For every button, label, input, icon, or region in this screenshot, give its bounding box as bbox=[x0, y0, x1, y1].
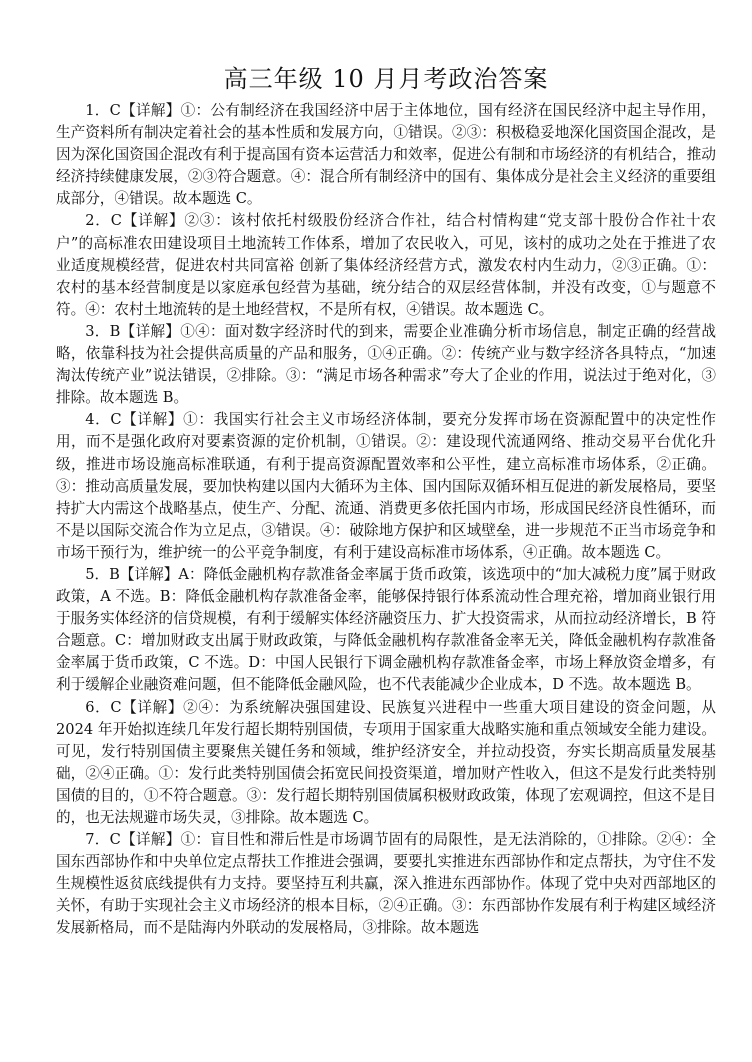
answer-item-7: 7．C【详解】①：盲目性和滞后性是市场调节固有的局限性，是无法消除的，①排除。②④：全国东西部协作和中央单位定点帮扶工作推进会强调，要要扎实推进东西部协作和定点帮扶，为守住不发生规模性返贫底线提供有力支持。要坚持互利共赢，深入推进东西部协作。体现了党中央对西部地区的关怀，有助于实现社会主义市场经济的根本目标，②④正确。③：东西部协作发展有利于构建区域经济发展新格局，而不是陆海内外联动的发展格局，③排除。故本题选 bbox=[56, 831, 716, 937]
answer-item-1: 1．C【详解】①：公有制经济在我国经济中居于主体地位，国有经济在国民经济中起主导作用，生产资料所有制决定着社会的基本性质和发展方向，①错误。②③：积极稳妥地深化国资国企混改，是因为深化国资国企混改有利于提高国有资本运营活力和效率，促进公有制和市场经济的有机结合，推动经济持续健康发展，②③符合题意。④：混合所有制经济中的国有、集体成分是社会主义经济的重要组成部分，④错误。故本题选 C。 bbox=[56, 102, 716, 208]
answer-item-3: 3．B【详解】①④：面对数字经济时代的到来，需要企业准确分析市场信息，制定正确的经营战略，依靠科技为社会提供高质量的产品和服务，①④正确。②：传统产业与数字经济各具特点，“加速淘汰传统产业”说法错误，②排除。③：“满足市场各种需求”夸大了企业的作用，说法过于绝对化，③排除。故本题选 B。 bbox=[56, 322, 716, 407]
answer-item-4: 4．C【详解】①：我国实行社会主义市场经济体制，要充分发挥市场在资源配置中的决定性作用，而不是强化政府对要素资源的定价机制，①错误。②：建设现代流通网络、推动交易平台优化升级，推进市场设施高标准联通，有利于提高资源配置效率和公平性，建立高标准市场体系，②正确。③：推动高质量发展，要加快构建以国内大循环为主体、国内国际双循环相互促进的新发展格局，要坚持扩大内需这个战略基点，使生产、分配、流通、消费更多依托国内市场，形成国民经济良性循环，而不是以国际交流合作为立足点，③错误。④：破除地方保护和区域壁垒，进一步规范不正当市场竞争和市场干预行为，维护统一的公平竞争制度，有利于建设高标准市场体系，④正确。故本题选 C。 bbox=[56, 411, 716, 561]
answer-item-6: 6．C【详解】②④：为系统解决强国建设、民族复兴进程中一些重大项目建设的资金问题，从 2024 年开始拟连续几年发行超长期特别国债，专项用于国家重大战略实施和重点领域安全能力建设。可见，发行特别国债主要聚焦关键任务和领域，维护经济安全，并拉动投资，夯实长期高质量发展基础，②④正确。①：发行此类特别国债会拓宽民间投资渠道，增加财产性收入，但这不是发行此类特别国债的目的，①不符合题意。③：发行超长期特别国债属积极财政政策，体现了宏观调控，但这不是目的，也无法规避市场失灵，③排除。故本题选 C。 bbox=[56, 698, 716, 826]
answer-item-2: 2．C【详解】②③：该村依托村级股份经济合作社，结合村情构建“党支部十股份合作社十农户”的高标准农田建设项目土地流转工作体系，增加了农民收入，可见，该村的成功之处在于推进了农业适度规模经营，促进农村共同富裕 创新了集体经济经营方式，激发农村内生动力，②③正确。①：农村的基本经营制度是以家庭承包经营为基础，统分结合的双层经营体制，并没有改变，①与题意不符。④：农村土地流转的是土地经营权，不是所有权，④错误。故本题选 C。 bbox=[56, 212, 716, 318]
answer-document bbox=[56, 62, 716, 940]
document-title: 高三年级 10 月月考政治答案 bbox=[223, 65, 549, 93]
answer-item-5: 5．B【详解】A：降低金融机构存款准备金率属于货币政策，该选项中的“加大减税力度”属于财政政策，A 不选。B：降低金融机构存款准备金率，能够保持银行体系流动性合理充裕，增加商业银行用于服务实体经济的信贷规模，有利于缓解实体经济融资压力、扩大投资需求，从而拉动经济增长，B 符合题意。C：增加财政支出属于财政政策，与降低金融机构存款准备金率无关，降低金融机构存款准备金率属于货币政策，C 不选。D：中国人民银行下调金融机构存款准备金率，市场上释放资金增多，有利于缓解企业融资难问题，但不能降低金融风险，也不代表能减少企业成本，D 不选。故本题选 B。 bbox=[56, 565, 716, 694]
answer-list bbox=[56, 100, 716, 940]
